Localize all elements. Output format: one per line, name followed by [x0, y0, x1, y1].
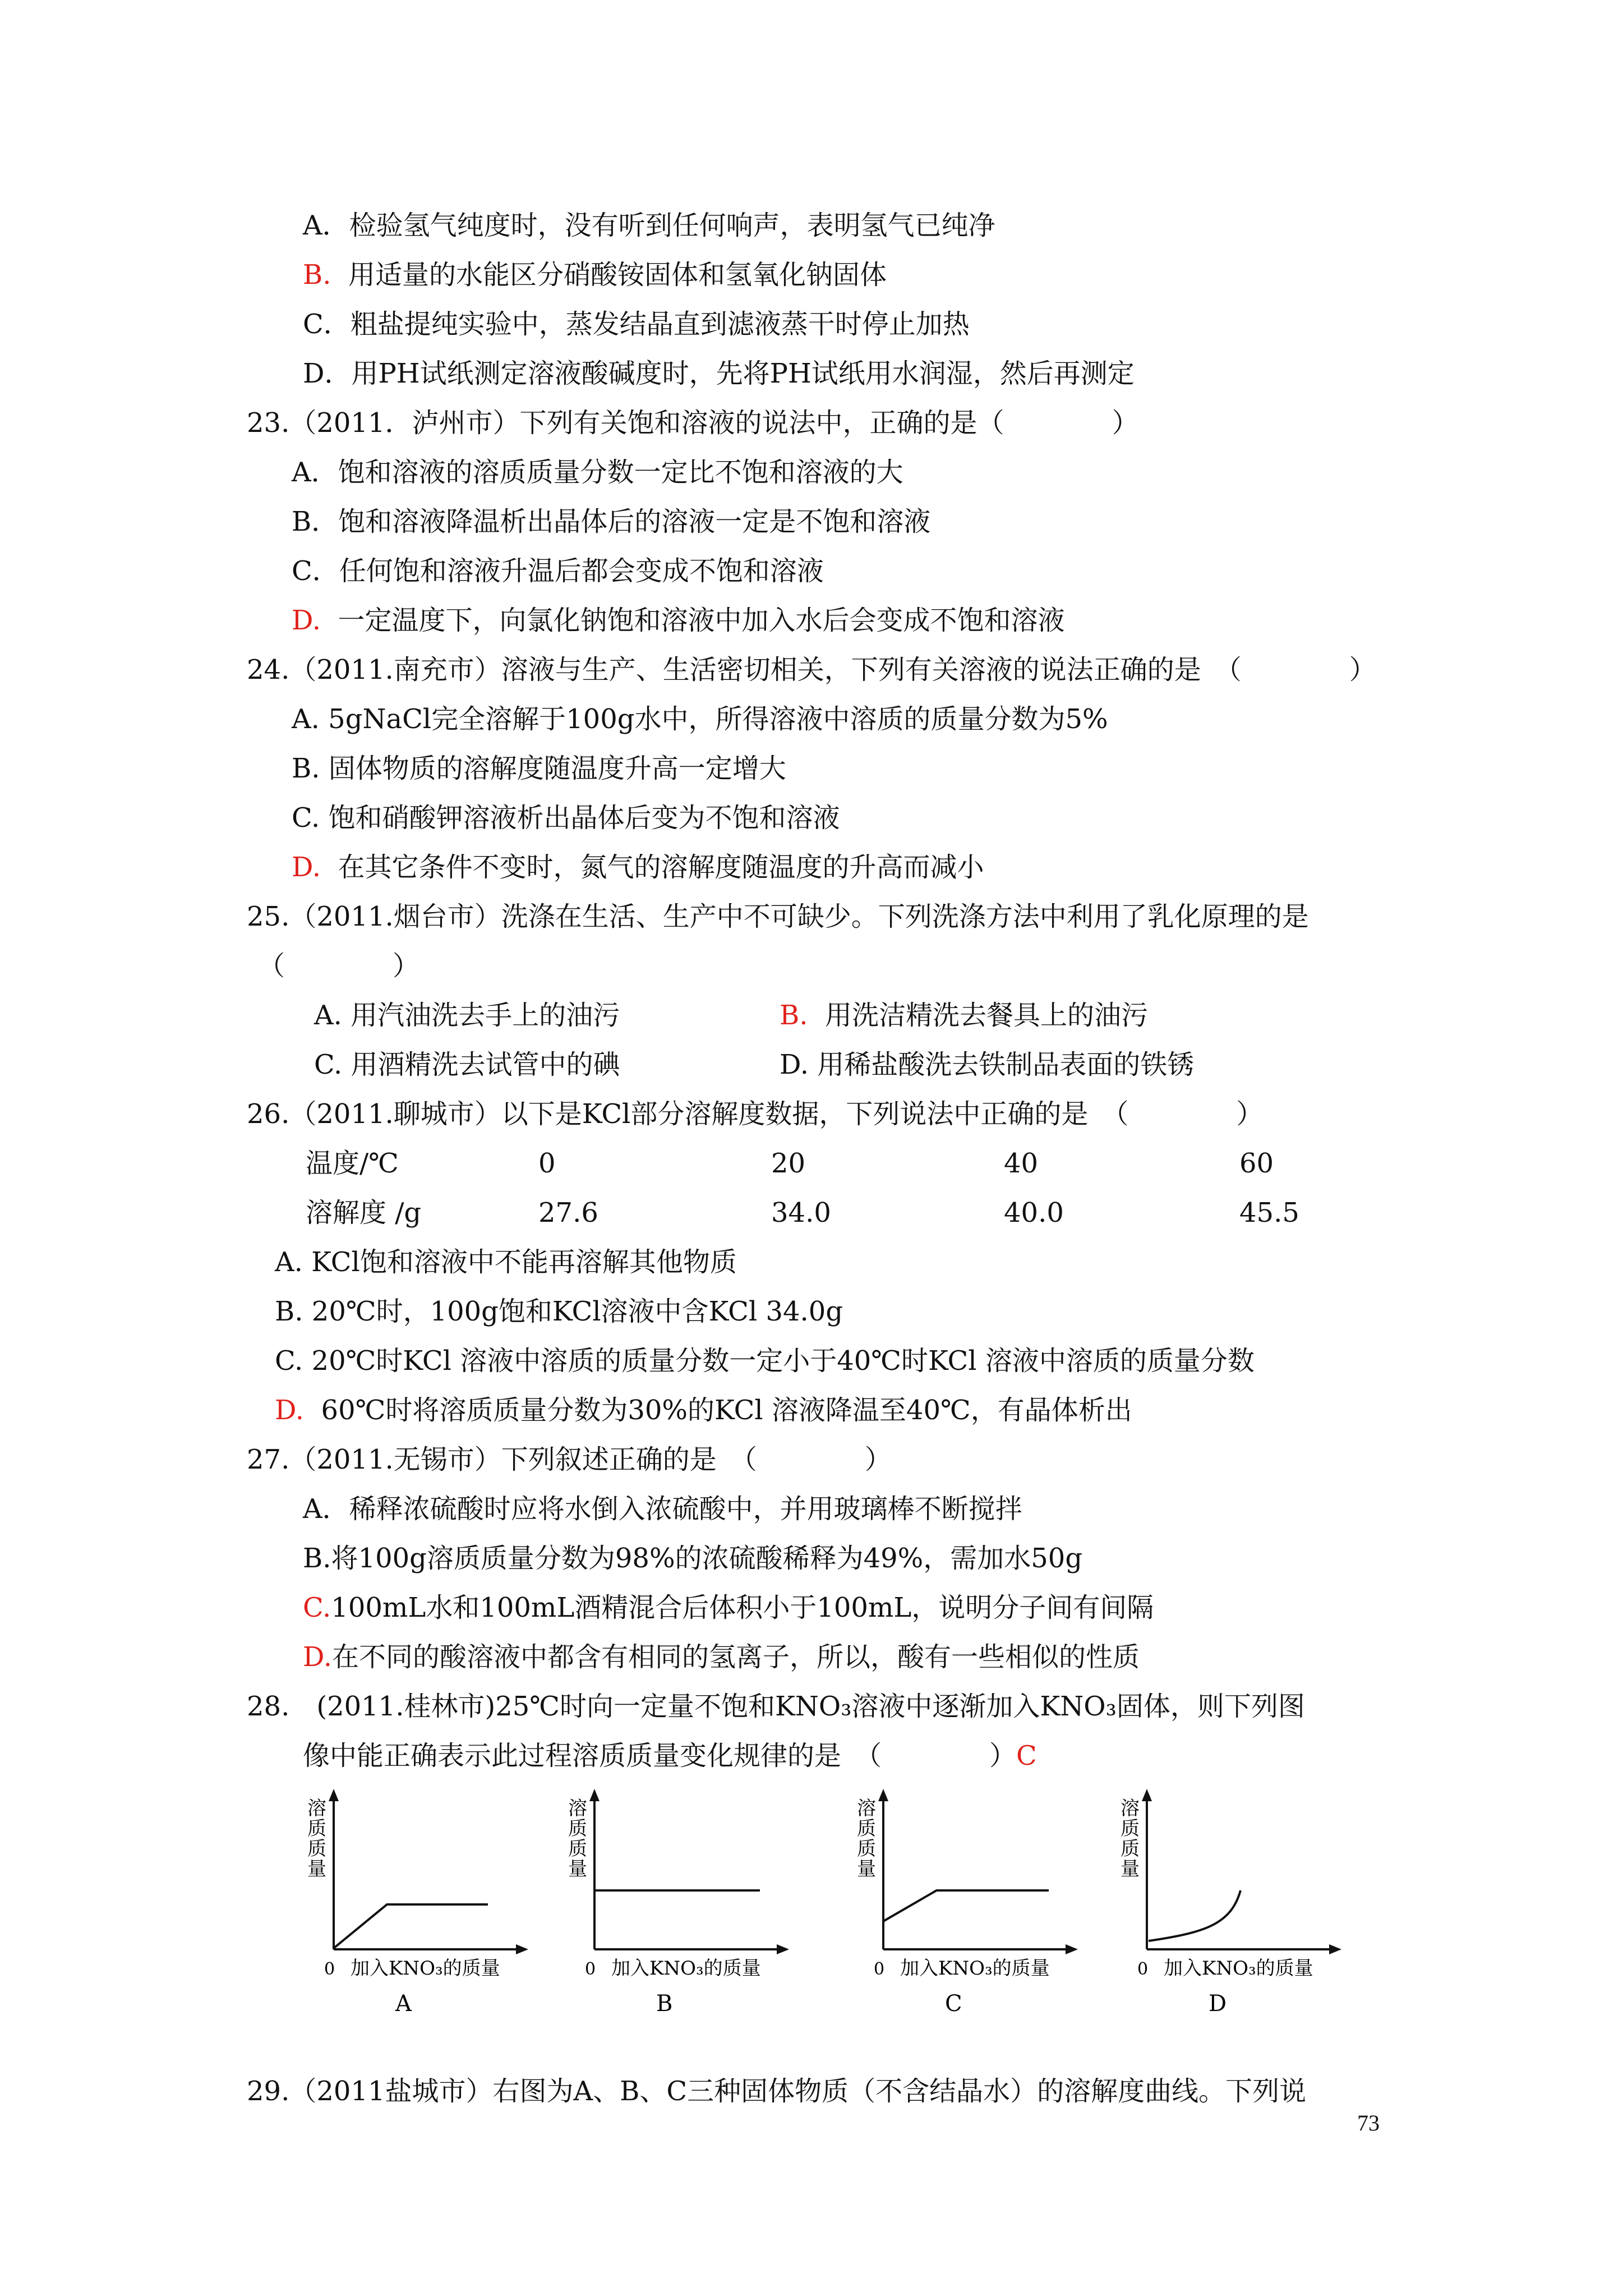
page-number: 73: [1357, 2110, 1380, 2136]
y-label-char: 质: [1121, 1838, 1140, 1860]
stem-text: 像中能正确表示此过程溶质质量变化规律的是 （ ）: [303, 1740, 1017, 1772]
q25-blank: （ ）: [258, 950, 420, 982]
q28-graph-d: [1110, 1781, 1363, 2017]
option-text: 60℃时将溶质质量分数为30%的KCl 溶液降温至40℃，有晶体析出: [321, 1395, 1132, 1426]
y-label-char: 质: [568, 1838, 587, 1860]
q26-stem: 26.（2011.聊城市）以下是KCl部分溶解度数据，下列说法中正确的是 （ ）: [247, 1098, 1264, 1130]
q22-option-a: A．检验氢气纯度时，没有听到任何响声，表明氢气已纯净: [303, 210, 995, 241]
q25-stem: 25.（2011.烟台市）洗涤在生活、生产中不可缺少。下列洗涤方法中利用了乳化原理的是: [247, 901, 1309, 932]
y-label-char: 溶: [1121, 1797, 1140, 1820]
q23-option-a: A．饱和溶液的溶质质量分数一定比不饱和溶液的大: [292, 457, 903, 488]
q23-option-d: [292, 604, 1065, 637]
q28-stem: 28. (2011.桂林市)25℃时向一定量不饱和KNO₃溶液中逐渐加入KNO₃固体，则下列图: [247, 1691, 1305, 1722]
q28-graph-c: [847, 1781, 1099, 2017]
q24-option-c: C. 饱和硝酸钾溶液析出晶体后变为不饱和溶液: [292, 802, 840, 834]
y-label-char: 质: [307, 1838, 326, 1860]
table-row-label: 温度/℃: [306, 1148, 399, 1179]
graph-label: B: [656, 1991, 673, 2017]
q25-option-c: C. 用酒精洗去试管中的碘: [314, 1049, 620, 1080]
answer-letter: C: [1016, 1740, 1037, 1772]
answer-letter: D.: [275, 1395, 305, 1426]
y-label-char: 质: [568, 1818, 587, 1840]
graph-label: D: [1209, 1991, 1227, 2017]
q22-option-d: D．用PH试纸测定溶液酸碱度时，先将PH试纸用水润湿，然后再测定: [303, 358, 1135, 389]
x-axis-arrow: [777, 1944, 789, 1954]
table-cell: 60: [1239, 1148, 1274, 1179]
q23-stem: 23.（2011．泸州市）下列有关饱和溶液的说法中，正确的是（ ）: [247, 407, 1139, 439]
y-axis-label: [1121, 1797, 1140, 1880]
answer-letter: D.: [303, 1641, 333, 1673]
graph-b-svg: [558, 1781, 810, 2017]
answer-letter: D.: [292, 605, 321, 636]
y-axis-arrow: [878, 1789, 888, 1801]
q27-option-a: A．稀释浓硫酸时应将水倒入浓硫酸中，并用玻璃棒不断搅拌: [303, 1493, 1022, 1525]
q28-graph-b: [558, 1781, 810, 2017]
x-axis-arrow: [1066, 1944, 1078, 1954]
table-cell: 34.0: [771, 1197, 831, 1228]
table-cell: 0: [538, 1148, 556, 1179]
x-axis-arrow: [516, 1944, 528, 1954]
y-label-char: 溶: [857, 1797, 876, 1820]
y-label-char: 溶: [307, 1797, 326, 1820]
y-axis-label: [857, 1797, 876, 1880]
origin-label: 0: [1137, 1959, 1149, 1979]
answer-letter: C.: [303, 1592, 331, 1623]
q25-option-b: [780, 999, 1148, 1032]
x-axis-label: 加入KNO₃的质量: [1164, 1957, 1313, 1980]
graph-d-svg: [1110, 1781, 1363, 2017]
q27-option-c: [303, 1591, 1154, 1625]
q26-option-b: B. 20℃时，100g饱和KCl溶液中含KCl 34.0g: [275, 1296, 843, 1327]
q23-option-b: B．饱和溶液降温析出晶体后的溶液一定是不饱和溶液: [292, 506, 931, 537]
y-label-char: 质: [857, 1818, 876, 1840]
graph-label: A: [395, 1991, 412, 2017]
q22-option-c: C．粗盐提纯实验中，蒸发结晶直到滤液蒸干时停止加热: [303, 309, 970, 340]
q27-option-b: B.将100g溶质质量分数为98%的浓硫酸稀释为49%，需加水50g: [303, 1543, 1083, 1574]
table-cell: 40: [1004, 1148, 1039, 1179]
option-text: 用适量的水能区分硝酸铵固体和氢氧化钠固体: [348, 259, 887, 291]
curve: [1149, 1890, 1241, 1941]
x-axis-label: 加入KNO₃的质量: [900, 1957, 1050, 1980]
q26-option-c: C. 20℃时KCl 溶液中溶质的质量分数一定小于40℃时KCl 溶液中溶质的质量分数: [275, 1345, 1255, 1377]
q24-option-b: B. 固体物质的溶解度随温度升高一定增大: [292, 753, 786, 784]
graph-c-svg: [847, 1781, 1099, 2017]
q28-graph-a: [297, 1781, 550, 2017]
option-text: 在其它条件不变时，氮气的溶解度随温度的升高而减小: [338, 852, 984, 883]
q22-option-b: [303, 258, 887, 292]
answer-letter: B.: [303, 259, 331, 291]
table-cell: 20: [771, 1148, 806, 1179]
q25-option-d: D. 用稀盐酸洗去铁制品表面的铁锈: [780, 1049, 1195, 1080]
y-label-char: 溶: [568, 1797, 587, 1820]
table-cell: 27.6: [538, 1197, 598, 1228]
graph-label: C: [945, 1991, 962, 2017]
q27-stem: 27.（2011.无锡市）下列叙述正确的是 （ ）: [247, 1444, 892, 1475]
answer-letter: D.: [292, 852, 321, 883]
y-label-char: 质: [307, 1818, 326, 1840]
table-cell: 40.0: [1004, 1197, 1064, 1228]
option-text: 用洗洁精洗去餐具上的油污: [825, 1000, 1149, 1031]
y-axis-arrow: [589, 1789, 600, 1801]
y-label-char: 量: [568, 1858, 587, 1880]
q24-stem: 24.（2011.南充市）溶液与生产、生活密切相关，下列有关溶液的说法正确的是 （ ）: [247, 654, 1376, 685]
x-axis-label: 加入KNO₃的质量: [351, 1957, 500, 1980]
q25-option-a: A. 用汽油洗去手上的油污: [314, 1000, 620, 1031]
y-axis-arrow: [329, 1789, 339, 1801]
origin-label: 0: [324, 1959, 335, 1979]
table-row-label: 溶解度 /g: [306, 1197, 422, 1228]
q23-option-c: C．任何饱和溶液升温后都会变成不饱和溶液: [292, 555, 824, 587]
option-text: 一定温度下，向氯化钠饱和溶液中加入水后会变成不饱和溶液: [338, 605, 1065, 636]
y-label-char: 量: [1121, 1858, 1140, 1880]
x-axis-arrow: [1329, 1944, 1341, 1954]
y-label-char: 质: [857, 1838, 876, 1860]
y-label-char: 量: [857, 1858, 876, 1880]
origin-label: 0: [585, 1959, 596, 1979]
q27-option-d: [303, 1640, 1140, 1674]
graph-a-svg: [297, 1781, 550, 2017]
q24-option-d: [292, 850, 984, 884]
q29-stem: 29.（2011盐城市）右图为A、B、C三种固体物质（不含结晶水）的溶解度曲线。下列说: [247, 2076, 1307, 2107]
origin-label: 0: [874, 1959, 885, 1979]
y-axis-label: [568, 1797, 587, 1880]
x-axis-label: 加入KNO₃的质量: [611, 1957, 761, 1980]
y-label-char: 质: [1121, 1818, 1140, 1840]
curve: [334, 1904, 488, 1948]
y-axis-arrow: [1142, 1789, 1152, 1801]
y-label-char: 量: [307, 1858, 326, 1880]
y-axis-label: [307, 1797, 326, 1880]
option-text: 在不同的酸溶液中都含有相同的氢离子，所以，酸有一些相似的性质: [332, 1641, 1140, 1673]
option-text: 100mL水和100mL酒精混合后体积小于100mL，说明分子间有间隔: [331, 1592, 1154, 1623]
table-cell: 45.5: [1239, 1197, 1299, 1228]
curve: [883, 1890, 1049, 1921]
q26-option-a: A. KCl饱和溶液中不能再溶解其他物质: [275, 1246, 737, 1278]
q24-option-a: A. 5gNaCl完全溶解于100g水中，所得溶液中溶质的质量分数为5%: [292, 703, 1108, 735]
answer-letter: B.: [780, 1000, 808, 1031]
q26-option-d: [275, 1393, 1132, 1427]
q28-stem-continued: [303, 1739, 1037, 1773]
